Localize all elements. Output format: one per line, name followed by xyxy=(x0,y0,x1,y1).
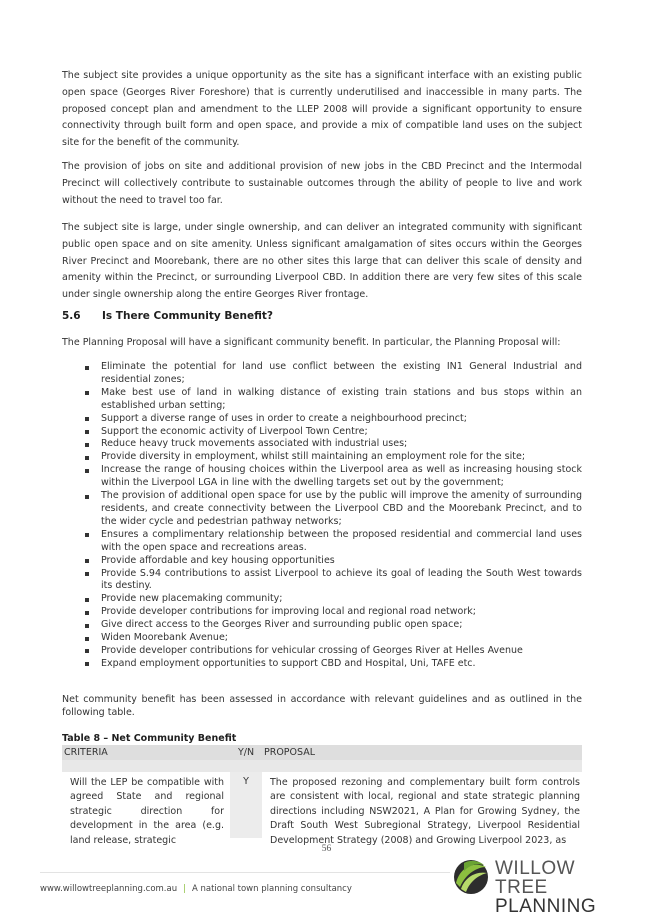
list-item: Reduce heavy truck movements associated with industrial uses; xyxy=(62,438,582,451)
list-item: Provide S.94 contributions to assist Liverpool to achieve its goal of leading the South West towards its destiny. xyxy=(62,568,582,594)
closing-paragraph: Net community benefit has been assessed in accordance with relevant guidelines and as outlined in the following table. xyxy=(62,694,582,718)
page-number: 56 xyxy=(321,844,332,854)
footer-separator: | xyxy=(183,884,186,894)
section-heading xyxy=(62,310,273,322)
benefit-list xyxy=(62,361,582,671)
column-header-proposal: PROPOSAL xyxy=(262,745,582,760)
footer xyxy=(40,884,352,894)
list-item: Provide diversity in employment, whilst still maintaining an employment role for the site; xyxy=(62,451,582,464)
list-item: Expand employment opportunities to support CBD and Hospital, Uni, TAFE etc. xyxy=(62,658,582,671)
footer-divider xyxy=(40,872,450,873)
table-header-row xyxy=(62,745,582,760)
tree-logo-icon xyxy=(452,857,490,897)
list-item: Provide affordable and key housing opportunities xyxy=(62,555,582,568)
list-item: The provision of additional open space for use by the public will improve the amenity of surrounding residents, and create connectivity between the Liverpool CBD and the Moorebank Precinct, and to the wider cycle and pedestrian pathway networks; xyxy=(62,490,582,529)
logo-text-line2: PLANNING xyxy=(495,896,597,917)
company-logo xyxy=(452,855,632,917)
table-spacer-row xyxy=(62,760,582,772)
list-item: Give direct access to the Georges River and surrounding public open space; xyxy=(62,619,582,632)
list-item: Provide developer contributions for vehicular crossing of Georges River at Helles Avenue xyxy=(62,645,582,658)
footer-tagline: A national town planning consultancy xyxy=(191,884,352,894)
net-community-benefit-table xyxy=(62,745,582,846)
logo-text-line1: WILLOW TREE xyxy=(495,858,576,898)
footer-website-link[interactable]: www.willowtreeplanning.com.au xyxy=(40,884,178,894)
column-header-criteria: CRITERIA xyxy=(62,745,230,760)
yn-cell: Y xyxy=(230,772,262,838)
list-item: Widen Moorebank Avenue; xyxy=(62,632,582,645)
body-paragraph: The subject site provides a unique opportunity as the site has a significant interface with an existing public open space (Georges River Foreshore) that is currently underutilised and inaccessible in many parts. The proposed concept plan and amendment to the LLEP 2008 will provide a significant opportunity to ensure connectivity through built form and open space, and provide a mix of compatible land uses on the subject site for the benefit of the community. xyxy=(62,70,582,149)
body-paragraph: The subject site is large, under single ownership, and can deliver an integrated community with significant public open space and on site amenity. Unless significant amalgamation of sites occurs within the Georges River Precinct and Moorebank, there are no other sites this large that can deliver this scale of density and amenity within the Precinct, or surrounding Liverpool CBD. In addition there are very few sites of this scale under single ownership along the entire Georges River frontage. xyxy=(62,222,582,301)
proposal-cell: The proposed rezoning and complementary built form controls are consistent with local, regional and state strategic planning directions including NSW2021, A Plan for Growing Sydney, the Draft South West Subregional Strategy, Liverpool Residential Development Strategy (2008) and Growing Liverpool 2023, as xyxy=(270,777,580,846)
list-item: Provide developer contributions for improving local and regional road network; xyxy=(62,606,582,619)
list-item: Make best use of land in walking distance of existing train stations and bus stops within an established urban setting; xyxy=(62,387,582,413)
list-item: Support a diverse range of uses in order to create a neighbourhood precinct; xyxy=(62,413,582,426)
body-paragraph: The provision of jobs on site and additional provision of new jobs in the CBD Precinct and the Intermodal Precinct will collectively contribute to sustainable outcomes through the ability of people to live and work without the need to travel too far. xyxy=(62,161,582,206)
section-number: 5.6 xyxy=(62,310,81,322)
list-item: Increase the range of housing choices within the Liverpool area as well as increasing housing stock within the Liverpool LGA in line with the dwelling targets set out by the government; xyxy=(62,464,582,490)
table-row xyxy=(62,772,582,838)
table-title: Table 8 – Net Community Benefit xyxy=(62,733,237,744)
list-item: Ensures a complimentary relationship between the proposed residential and commercial land uses with the open space and recreations areas. xyxy=(62,529,582,555)
list-item: Provide new placemaking community; xyxy=(62,593,582,606)
section-title: Is There Community Benefit? xyxy=(102,310,274,322)
list-item: Support the economic activity of Liverpool Town Centre; xyxy=(62,426,582,439)
criteria-cell: Will the LEP be compatible with agreed State and regional strategic direction for development in the area (e.g. land release, strategic xyxy=(70,777,224,846)
column-header-yn: Y/N xyxy=(230,745,262,760)
intro-paragraph: The Planning Proposal will have a significant community benefit. In particular, the Planning Proposal will: xyxy=(62,337,561,348)
list-item: Eliminate the potential for land use conflict between the existing IN1 General Industrial and residential zones; xyxy=(62,361,582,387)
